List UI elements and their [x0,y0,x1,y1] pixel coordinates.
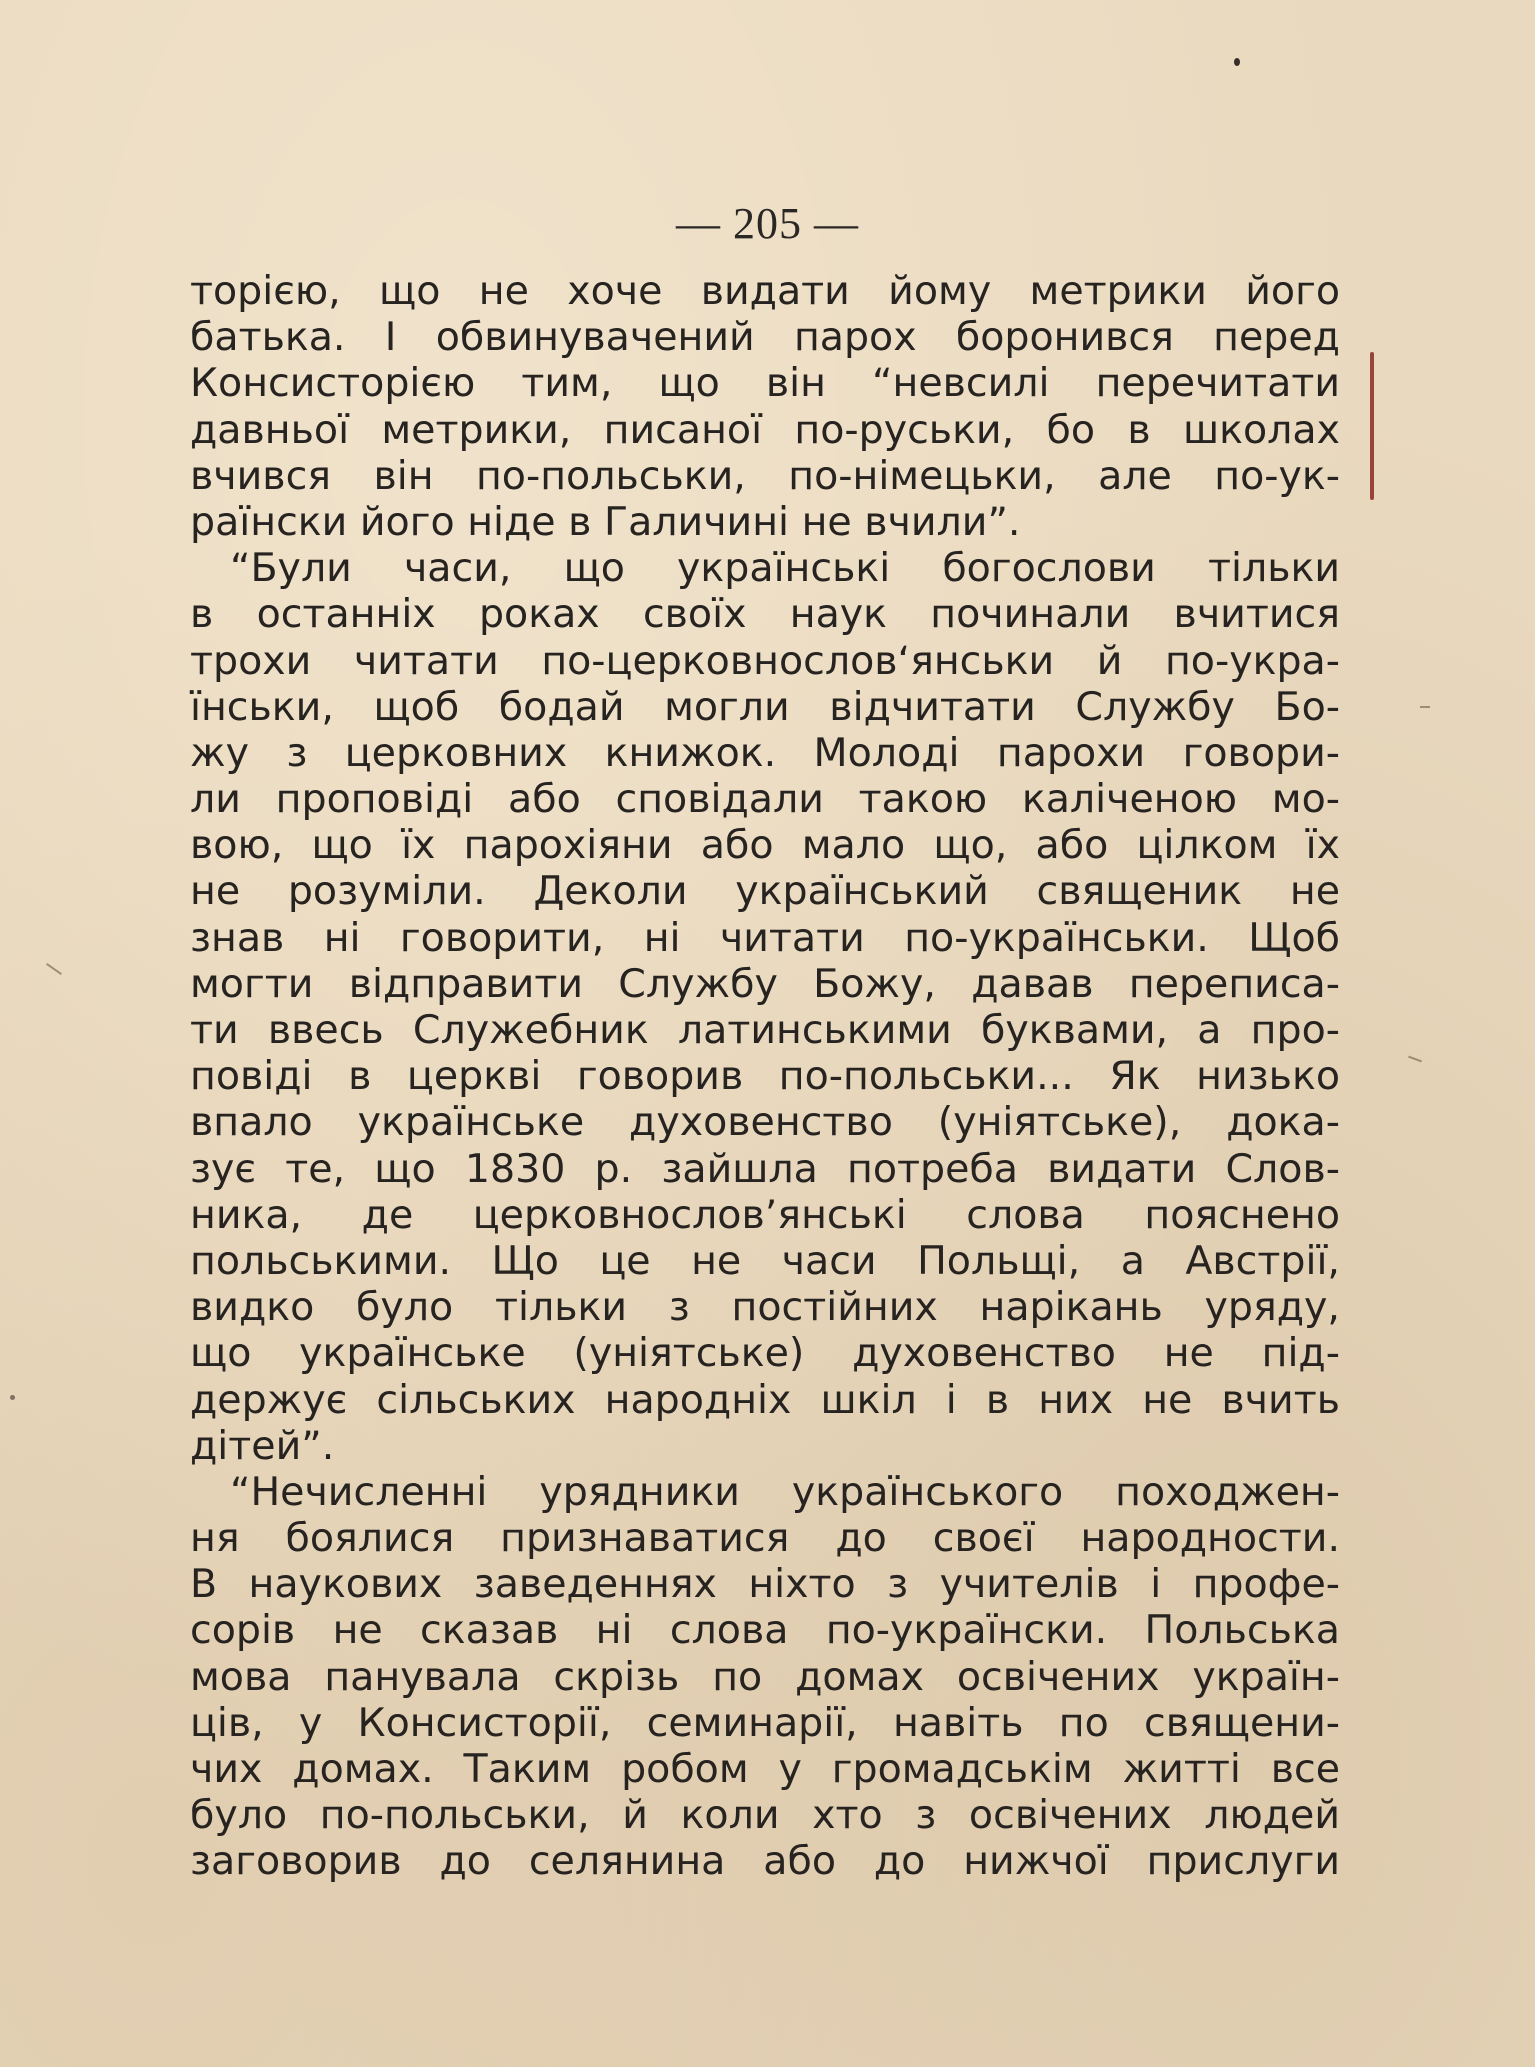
paragraph-3 [190,1469,1340,1885]
text-line: жу з церковних книжок. Молоді парохи говори- [190,729,1340,776]
text-line: не розуміли. Деколи український священик не [190,868,1340,915]
paragraph-1 [190,268,1340,545]
text-line: мова панувала скрізь по домах освічених україн- [190,1653,1340,1700]
text-line: було по-польськи, й коли хто з освічених людей [190,1792,1340,1839]
text-line: держує сільських народніх шкіл і в них не вчить [190,1376,1340,1423]
text-line: ців, у Консисторії, семинарії, навіть по священи- [190,1699,1340,1746]
margin-dash [1408,1056,1422,1063]
text-line: вою, що їх парохіяни або мало що, або цілком їх [190,822,1340,869]
ink-speck [1234,58,1240,66]
text-line: ти ввесь Служебник латинськими буквами, а про- [190,1007,1340,1053]
text-line: в останніх роках своїх наук починали вчитися [190,591,1340,638]
ink-speck [10,1395,15,1400]
text-line: польськими. Що це не часи Польщі, а Австрії, [190,1237,1340,1284]
text-line: “Нечисленні урядники українського походжен- [230,1468,1340,1515]
text-line: чих домах. Таким робом у громадськім житті все [190,1746,1340,1792]
text-line: торією, що не хоче видати йому метрики його [190,268,1340,314]
text-line: В наукових заведеннях ніхто з учителів і профе- [190,1561,1340,1608]
margin-pencil-mark [1370,352,1374,500]
text-line: повіді в церкві говорив по-польськи... Як низько [190,1053,1340,1100]
text-line: раїнски його ніде в Галичині не вчили”. [190,498,1021,545]
text-line: зує те, що 1830 р. зайшла потреба видати Слов- [190,1145,1340,1192]
text-line: Консисторією тим, що він “невсилі перечитати [190,360,1340,407]
text-line: їнськи, щоб бодай могли відчитати Службу Бо- [190,683,1340,730]
text-line: видко було тільки з постійних нарікань уряду, [190,1284,1340,1331]
text-line: батька. І обвинувачений парох боронився перед [190,314,1340,361]
text-line: вчився він по-польськи, по-німецьки, але по-ук- [190,452,1340,499]
text-line: могти відправити Службу Божу, давав переписа- [190,960,1340,1007]
text-line: знав ні говорити, ні читати по-українськи. Щоб [190,914,1340,961]
page-number: — 205 — [676,199,859,248]
text-line: трохи читати по-церковнослов‘янськи й по-укра- [190,637,1340,684]
margin-dash [46,963,62,975]
text-line: впало українське духовенство (уніятське), дока- [190,1099,1340,1146]
text-line: ня боялися признаватися до своєї народности. [190,1515,1340,1562]
text-line: ли проповіді або сповідали такою каліченою мо- [190,776,1340,823]
body-text [190,268,1340,1885]
text-line: “Були часи, що українські богослови тільки [230,545,1340,592]
text-line: заговорив до селянина або до нижчої прислуги [190,1838,1340,1885]
text-line: дітей”. [190,1422,335,1469]
text-line: що українське (уніятське) духовенство не під- [190,1330,1340,1377]
text-line: ника, де церковнослов’янські слова пояснено [190,1191,1340,1238]
paragraph-2 [190,545,1340,1469]
margin-dash [1420,706,1430,708]
text-line: давньої метрики, писаної по-руськи, бо в школах [190,406,1340,453]
text-line: сорів не сказав ні слова по-українски. Польська [190,1607,1340,1654]
